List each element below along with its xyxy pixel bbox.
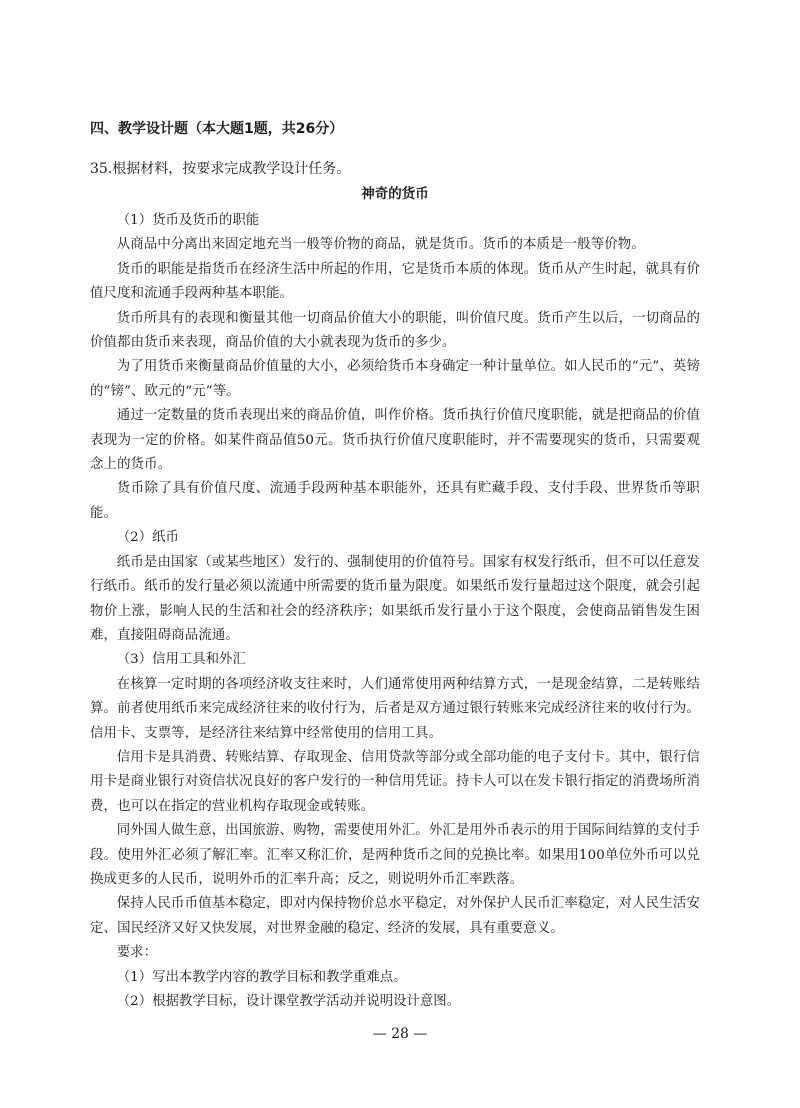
paragraph: 同外国人做生意，出国旅游、购物，需要使用外汇。外汇是用外币表示的用于国际间结算的支付手段。使用外汇必须了解汇率。汇率又称汇价，是两种货币之间的兑换比率。如果用100单位外币可以兑换成更多的人民币，说明外币的汇率升高；反之，则说明外币汇率跌落。: [90, 823, 700, 887]
page-content: [90, 118, 700, 1014]
section-title: 四、教学设计题（本大题1题，共26分）: [90, 121, 344, 137]
section-1: [90, 209, 700, 526]
paragraph: 纸币是由国家（或某些地区）发行的、强制使用的价值符号。国家有权发行纸币，但不可以任意发行纸币。纸币的发行量必须以流通中所需要的货币量为限度。如果纸币发行量超过这个限度，就会引起物价上涨，影响人民的生活和社会的经济秩序；如果纸币发行量小于这个限度，会使商品销售发生困难，直接阻碍商品流通。: [90, 554, 700, 643]
paragraph: 保持人民币币值基本稳定，即对内保持物价总水平稳定，对外保护人民币汇率稳定，对人民生活安定、国民经济又好又快发展，对世界金融的稳定、经济的发展，具有重要意义。: [90, 896, 700, 936]
paragraph: 通过一定数量的货币表现出来的商品价值，叫作价格。货币执行价值尺度职能，就是把商品的价值表现为一定的价格。如某件商品值50元。货币执行价值尺度职能时，并不需要现实的货币，只需要观念上的货币。: [90, 408, 700, 473]
section-3: [90, 648, 700, 941]
question-stem: 35.根据材料，按要求完成教学设计任务。: [90, 161, 351, 177]
paragraph: 从商品中分离出来固定地充当一般等价物的商品，就是货币。货币的本质是一般等价物。: [116, 237, 645, 253]
article-title: 神奇的货币: [361, 186, 429, 202]
section-heading: （3）信用工具和外汇: [116, 652, 246, 668]
requirements-label: 要求：: [116, 945, 157, 961]
section-heading: （2）纸币: [116, 530, 179, 546]
paragraph: 货币除了具有价值尺度、流通手段两种基本职能外，还具有贮藏手段、支付手段、世界货币等职能。: [90, 481, 700, 521]
paragraph: 信用卡是具消费、转账结算、存取现金、信用贷款等部分或全部功能的电子支付卡。其中，银行信用卡是商业银行对资信状况良好的客户发行的一种信用凭证。持卡人可以在发卡银行指定的消费场所消费，也可以在指定的营业机构存取现金或转账。: [90, 749, 700, 814]
section-2: [90, 526, 700, 648]
requirement-item: （2）根据教学目标，设计课堂教学活动并说明设计意图。: [116, 994, 461, 1009]
page-number: — 28 —: [372, 1026, 428, 1042]
requirement-item: （1）写出本教学内容的教学目标和教学重难点。: [116, 969, 407, 985]
paragraph: 在核算一定时期的各项经济收支往来时，人们通常使用两种结算方式，一是现金结算，二是转账结算。前者使用纸币来完成经济往来的收付行为，后者是双方通过银行转账来完成经济往来的收付行为。信用卡、支票等，是经济往来结算中经常使用的信用工具。: [90, 676, 700, 741]
paragraph: 为了用货币来衡量商品价值量的大小，必须给货币本身确定一种计量单位。如人民币的“元”、英镑的“镑”、欧元的“元”等。: [90, 359, 700, 399]
section-heading: （1）货币及货币的职能: [116, 213, 260, 228]
paragraph: 货币的职能是指货币在经济生活中所起的作用，它是货币本质的体现。货币从产生时起，就具有价值尺度和流通手段两种基本职能。: [90, 261, 700, 302]
paragraph: 货币所具有的表现和衡量其他一切商品价值大小的职能，叫价值尺度。货币产生以后，一切商品的价值都由货币来表现，商品价值的大小就表现为货币的多少。: [90, 310, 700, 351]
requirements: [90, 941, 700, 1014]
